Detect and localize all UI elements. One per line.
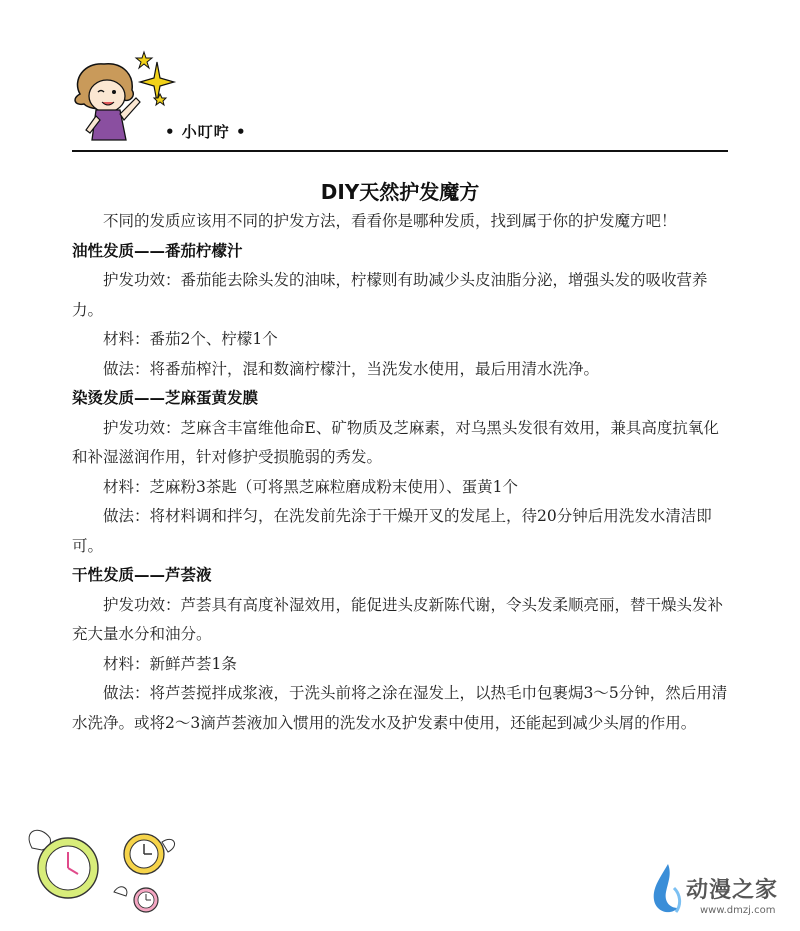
section-tag: • 小叮咛 • bbox=[165, 123, 247, 141]
star-icon bbox=[136, 52, 152, 68]
section-heading-oily: 油性发质——番茄柠檬汁 bbox=[72, 241, 243, 260]
section-materials: 材料：芝麻粉3茶匙（可将黑芝麻粒磨成粉末使用）、蛋黄1个 bbox=[103, 477, 518, 496]
section-heading-dry: 干性发质——芦荟液 bbox=[72, 566, 212, 584]
section-method: 做法：将番茄榨汁，混和数滴柠檬汁，当洗发水使用，最后用清水洗净。 bbox=[103, 359, 600, 378]
section-effect: 护发功效：芦荟具有高度补湿效用，能促进头皮新陈代谢，令头发柔顺亮丽，替干燥头发补充大量水分和油分。 bbox=[72, 595, 724, 643]
watermark-url: www.dmzj.com bbox=[700, 905, 776, 916]
water-drop-icon bbox=[654, 864, 680, 912]
wing-icon bbox=[114, 887, 127, 896]
article-body bbox=[72, 207, 732, 738]
clock-icon bbox=[134, 888, 158, 912]
section-method: 做法：将材料调和拌匀，在洗发前先涂于干燥开叉的发尾上，待20分钟后用洗发水清洁即可。 bbox=[72, 507, 712, 555]
sparkle-icon bbox=[140, 62, 174, 102]
article-title: DIY天然护发魔方 bbox=[320, 180, 480, 204]
section-heading-dyed: 染烫发质——芝麻蛋黄发膜 bbox=[72, 389, 259, 407]
intro-paragraph: 不同的发质应该用不同的护发方法，看看你是哪种发质，找到属于你的护发魔方吧！ bbox=[103, 212, 677, 230]
section-method: 做法：将芦荟搅拌成浆液，于洗头前将之涂在湿发上，以热毛巾包裹焗3～5分钟，然后用清水洗净。或将2～3滴芦荟液加入惯用的洗发水及护发素中使用，还能起到减少头屑的作用。 bbox=[72, 684, 728, 732]
clock-icon bbox=[38, 838, 98, 898]
section-effect: 护发功效：番茄能去除头发的油味，柠檬则有助减少头皮油脂分泌，增强头发的吸收营养力。 bbox=[72, 271, 708, 319]
watermark-name: 动漫之家 bbox=[686, 878, 779, 903]
section-effect: 护发功效：芝麻含丰富维他命E、矿物质及芝麻素，对乌黑头发很有效用，兼具高度抗氧化和补湿滋润作用，针对修护受损脆弱的秀发。 bbox=[72, 418, 719, 466]
header-divider bbox=[72, 150, 728, 152]
clock-icon bbox=[124, 834, 164, 874]
winged-clocks-illustration bbox=[22, 818, 182, 918]
section-materials: 材料：番茄2个、柠檬1个 bbox=[103, 330, 278, 348]
section-materials: 材料：新鲜芦荟1条 bbox=[103, 654, 237, 673]
cartoon-girl-illustration bbox=[62, 40, 182, 150]
